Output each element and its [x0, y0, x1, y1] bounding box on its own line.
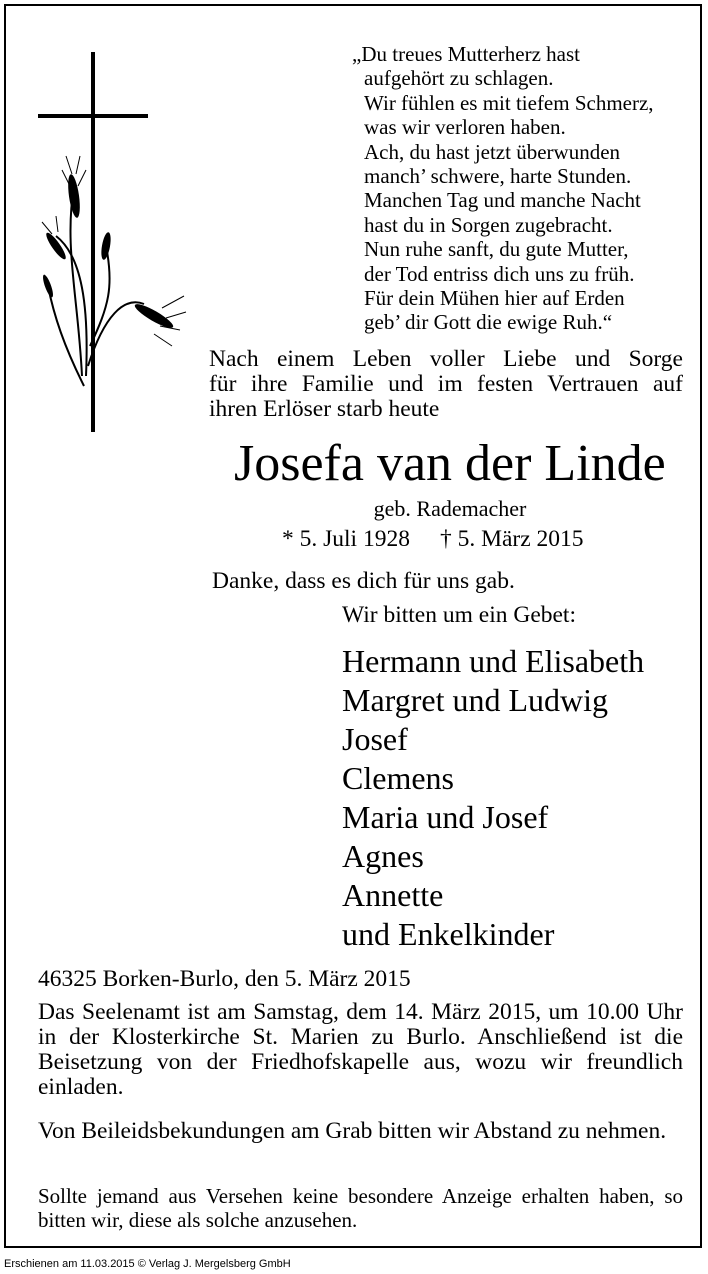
poem: [352, 42, 654, 335]
place-date: 46325 Borken-Burlo, den 5. März 2015: [38, 966, 411, 992]
intro-line: ihren Erlöser starb heute: [209, 396, 440, 422]
intro-line: für ihre Familie und im festen Vertrauen auf: [209, 371, 683, 397]
poem-line: was wir verloren haben.: [364, 115, 566, 140]
family-member: Margret und Ludwig: [342, 682, 609, 718]
birth-name: geb. Rademacher: [373, 496, 527, 521]
poem-line: manch’ schwere, harte Stunden.: [364, 164, 632, 189]
birth-date: * 5. Juli 1928: [282, 526, 410, 552]
poem-line: Wir fühlen es mit tiefem Schmerz,: [364, 90, 654, 115]
poem-line: Nun ruhe sanft, du gute Mutter,: [364, 237, 629, 262]
funeral-info: Das Seelenamt ist am Samstag, dem 14. März 2015, um 10.00 Uhr in der Klosterkirche St. Marien zu Burlo. Anschließend ist die Beisetzung von der Friedhofskapelle aus, wozu wir freundlich einladen.: [38, 999, 683, 1100]
death-date: † 5. März 2015: [439, 526, 584, 552]
deceased-name: Josefa van der Linde: [234, 435, 666, 492]
family-member: Clemens: [342, 760, 454, 796]
publisher-footer: Erschienen am 11.03.2015 © Verlag J. Mergelsberg GmbH: [4, 1258, 291, 1270]
obituary-notice: [4, 4, 702, 1248]
poem-line: „Du treues Mutterherz hast: [352, 42, 580, 66]
poem-line: hast du in Sorgen zugebracht.: [364, 212, 613, 237]
intro-text: [209, 347, 683, 422]
family-member: Agnes: [342, 838, 424, 874]
family-member: und Enkelkinder: [342, 916, 555, 952]
poem-line: der Tod entriss dich uns zu früh.: [364, 261, 635, 286]
condolence-note: Von Beileidsbekundungen am Grab bitten wir Abstand zu nehmen.: [38, 1118, 667, 1144]
intro-line: Nach einem Leben voller Liebe und Sorge: [209, 346, 683, 372]
poem-line: Ach, du hast jetzt überwunden: [364, 139, 621, 164]
family-list: [342, 642, 644, 954]
family-member: Hermann und Elisabeth: [342, 643, 645, 679]
family-member: Maria und Josef: [342, 799, 549, 835]
poem-line: Für dein Mühen hier auf Erden: [364, 286, 625, 311]
life-dates: [282, 525, 584, 553]
poem-line: aufgehört zu schlagen.: [364, 66, 554, 91]
prayer-request: Wir bitten um ein Gebet:: [342, 602, 576, 628]
cross-with-wheat-icon: [34, 46, 194, 436]
family-member: Annette: [342, 877, 444, 913]
family-member: Josef: [342, 721, 408, 757]
notice-note: Sollte jemand aus Versehen keine besondere Anzeige erhalten haben, so bitten wir, diese als solche anzusehen.: [38, 1184, 683, 1232]
thanks-line: Danke, dass es dich für uns gab.: [212, 568, 515, 594]
poem-line: geb’ dir Gott die ewige Ruh.“: [364, 310, 613, 335]
poem-line: Manchen Tag und manche Nacht: [364, 188, 641, 213]
